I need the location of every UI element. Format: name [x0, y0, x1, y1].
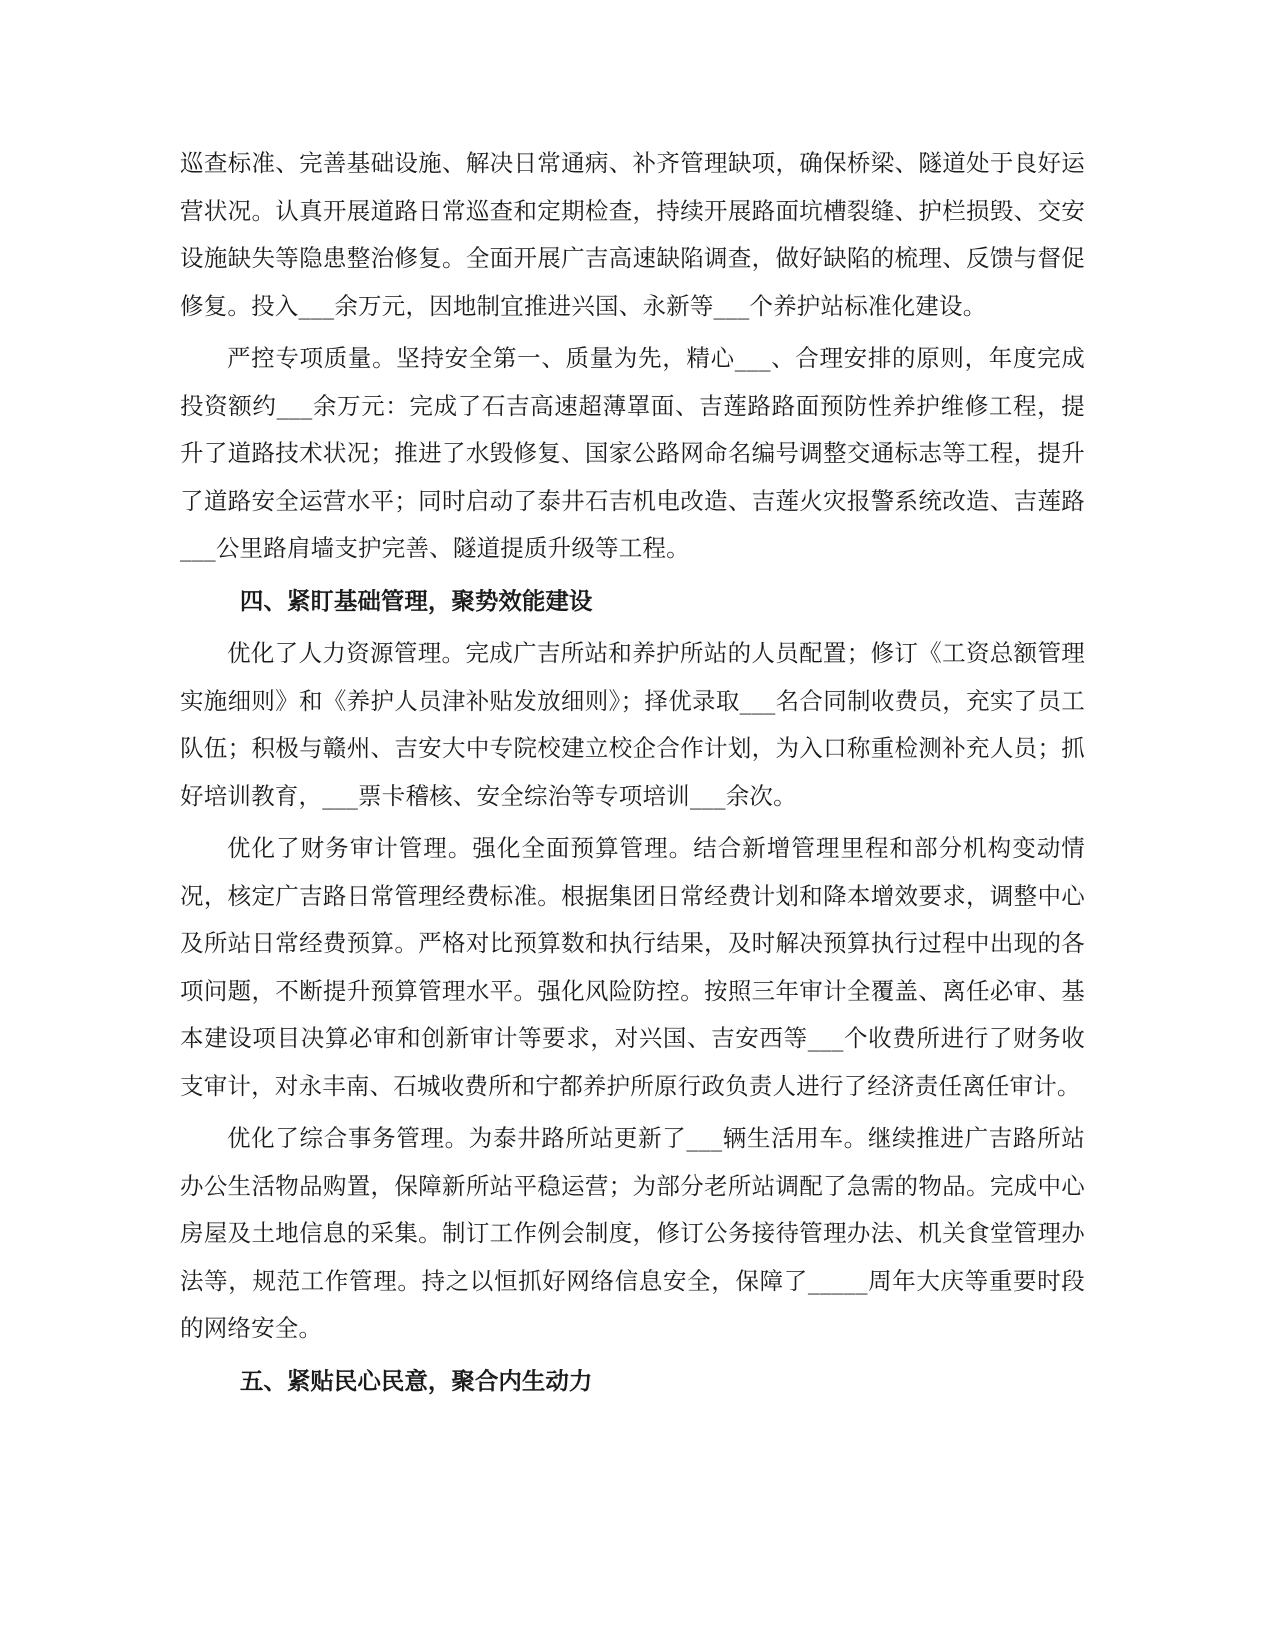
paragraph-special-quality: 严控专项质量。坚持安全第一、质量为先，精心___、合理安排的原则，年度完成投资额约___余万元：完成了石吉高速超薄罩面、吉莲路路面预防性养护维修工程，提升了道路技术状况；推进了水毁修复、国家公路网命名编号调整交通标志等工程，提升了道路安全运营水平；同时启动了泰井石吉机电改造、吉莲火灾报警系统改造、吉莲路___公里路肩墙支护完善、隧道提质升级等工程。: [180, 344, 1085, 562]
section-heading-4: 四、紧盯基础管理，聚势效能建设: [239, 586, 593, 615]
paragraph-hr-management: 优化了人力资源管理。完成广吉所站和养护所站的人员配置；修订《工资总额管理实施细则》和《养护人员津补贴发放细则》；择优录取___名合同制收费员，充实了员工队伍；积极与赣州、吉安大中专院校建立校企合作计划，为入口称重检测补充人员；抓好培训教育，___票卡稽核、安全综治等专项培训___余次。: [180, 639, 1085, 810]
paragraph-maintenance-continuation: 巡查标准、完善基础设施、解决日常通病、补齐管理缺项，确保桥梁、隧道处于良好运营状况。认真开展道路日常巡查和定期检查，持续开展路面坑槽裂缝、护栏损毁、交安设施缺失等隐患整治修复。全面开展广吉高速缺陷调查，做好缺陷的梳理、反馈与督促修复。投入___余万元，因地制宜推进兴国、永新等___个养护站标准化建设。: [180, 149, 1085, 320]
paragraph-finance-audit: 优化了财务审计管理。强化全面预算管理。结合新增管理里程和部分机构变动情况，核定广吉路日常管理经费标准。根据集团日常经费计划和降本增效要求，调整中心及所站日常经费预算。严格对比预算数和执行结果，及时解决预算执行过程中出现的各项问题，不断提升预算管理水平。强化风险防控。按照三年审计全覆盖、离任必审、基本建设项目决算必审和创新审计等要求，对兴国、吉安西等___个收费所进行了财务收支审计，对永丰南、石城收费所和宁都养护所原行政负责人进行了经济责任离任审计。: [180, 834, 1085, 1100]
paragraph-general-affairs: 优化了综合事务管理。为泰井路所站更新了___辆生活用车。继续推进广吉路所站办公生活物品购置，保障新所站平稳运营；为部分老所站调配了急需的物品。完成中心房屋及土地信息的采集。制订工作例会制度，修订公务接待管理办法、机关食堂管理办法等，规范工作管理。持之以恒抓好网络信息安全，保障了_____周年大庆等重要时段的网络安全。: [180, 1124, 1085, 1342]
section-heading-5: 五、紧贴民心民意，聚合内生动力: [239, 1366, 593, 1395]
document-page: [180, 140, 1085, 1410]
